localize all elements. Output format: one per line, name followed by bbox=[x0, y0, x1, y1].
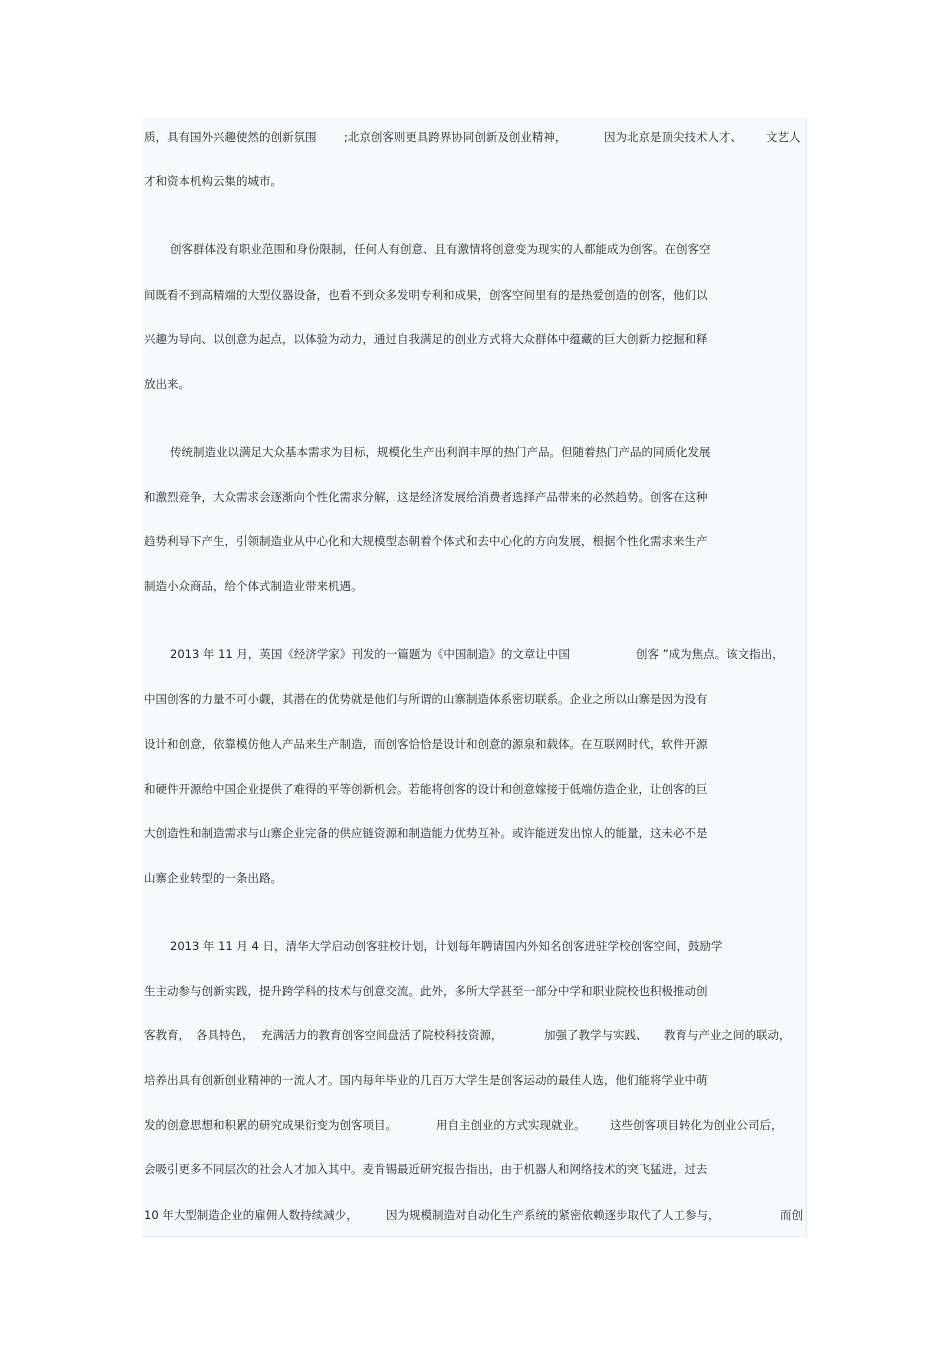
text-segment: 创客 ”成为焦点。该文指出， bbox=[636, 647, 784, 661]
paragraph-line: 培养出具有创新创业精神的一流人才。国内每年毕业的几百万大学生是创客运动的最佳人选，他们能将学业中萌 bbox=[144, 1073, 708, 1087]
text-segment: 加强了教学与实践、 bbox=[544, 1028, 648, 1042]
text-segment: 文艺人 bbox=[766, 130, 801, 144]
text-segment: 因为规模制造对自动化生产系统的紧密依赖逐步取代了人工参与， bbox=[386, 1208, 720, 1222]
paragraph-first-line: 创客群体没有职业范围和身份限制，任何人有创意、且有激情将创意变为现实的人都能成为创客。在创客空 bbox=[170, 242, 711, 256]
paragraph-line: 趋势利导下产生，引领制造业从中心化和大规模型态朝着个体式和去中心化的方向发展，根据个性化需求来生产 bbox=[144, 534, 708, 548]
text-segment: 客教育， bbox=[144, 1028, 190, 1042]
text-segment: 10 年大型制造企业的雇佣人数持续减少， bbox=[144, 1208, 358, 1222]
paragraph-line: 大创造性和制造需求与山寨企业完备的供应链资源和制造能力优势互补。或许能迸发出惊人的能量，这未必不是 bbox=[144, 826, 708, 840]
text-panel bbox=[142, 118, 807, 1237]
text-segment: 发的创意思想和积累的研究成果衍变为创客项目。 bbox=[144, 1118, 397, 1132]
paragraph-line: 才和资本机构云集的城市。 bbox=[144, 174, 282, 188]
text-segment: 教育与产业之间的联动， bbox=[664, 1028, 791, 1042]
text-segment: ;北京创客则更具跨界协同创新及创业精神， bbox=[344, 130, 567, 144]
paragraph-line: 间既看不到高精端的大型仪器设备，也看不到众多发明专利和成果，创客空间里有的是热爱创造的创客，他们以 bbox=[144, 288, 708, 302]
paragraph-line: 设计和创意，依靠模仿他人产品来生产制造，而创客恰恰是设计和创意的源泉和载体。在互联网时代，软件开源 bbox=[144, 737, 708, 751]
paragraph-line: 和激烈竞争，大众需求会逐渐向个性化需求分解，这是经济发展给消费者选择产品带来的必然趋势。创客在这种 bbox=[144, 490, 708, 504]
paragraph-line: 山寨企业转型的一条出路。 bbox=[144, 871, 282, 885]
paragraph-line: 兴趣为导向、以创意为起点，以体验为动力，通过自我满足的创业方式将大众群体中蕴藏的巨大创新力挖掘和释 bbox=[144, 332, 708, 346]
text-segment: 各具特色， bbox=[196, 1028, 254, 1042]
paragraph-first-line: 2013 年 11 月 4 日，清华大学启动创客驻校计划，计划每年聘请国内外知名创客进驻学校创客空间，鼓励学 bbox=[170, 939, 723, 953]
text-segment: 用自主创业的方式实现就业。 bbox=[436, 1118, 586, 1132]
text-segment: 质，具有国外兴趣使然的创新氛围 bbox=[144, 130, 317, 144]
paragraph-line: 放出来。 bbox=[144, 377, 190, 391]
text-segment: 因为北京是顶尖技术人才、 bbox=[604, 130, 742, 144]
paragraph-line: 中国创客的力量不可小觑，其潜在的优势就是他们与所谓的山寨制造体系密切联系。企业之所以山寨是因为没有 bbox=[144, 692, 708, 706]
paragraph-line: 制造小众商品，给个体式制造业带来机遇。 bbox=[144, 579, 363, 593]
text-segment: 这些创客项目转化为创业公司后， bbox=[610, 1118, 783, 1132]
paragraph-line: 会吸引更多不同层次的社会人才加入其中。麦肯锡最近研究报告指出，由于机器人和网络技术的突飞猛进，过去 bbox=[144, 1162, 708, 1176]
paragraph-line: 和硬件开源给中国企业提供了难得的平等创新机会。若能将创客的设计和创意嫁接于低端仿造企业，让创客的巨 bbox=[144, 782, 708, 796]
text-segment: 而创 bbox=[780, 1208, 803, 1222]
paragraph-first-line: 传统制造业以满足大众基本需求为目标，规模化生产出利润丰厚的热门产品。但随着热门产品的同质化发展 bbox=[170, 445, 711, 459]
paragraph-line: 生主动参与创新实践，提升跨学科的技术与创意交流。此外，多所大学甚至一部分中学和职业院校也积极推动创 bbox=[144, 984, 708, 998]
text-segment: 2013 年 11 月，英国《经济学家》刊发的一篇题为《中国制造》的文章让中国 bbox=[170, 647, 570, 661]
text-segment: 充满活力的教育创客空间盘活了院校科技资源， bbox=[261, 1028, 503, 1042]
